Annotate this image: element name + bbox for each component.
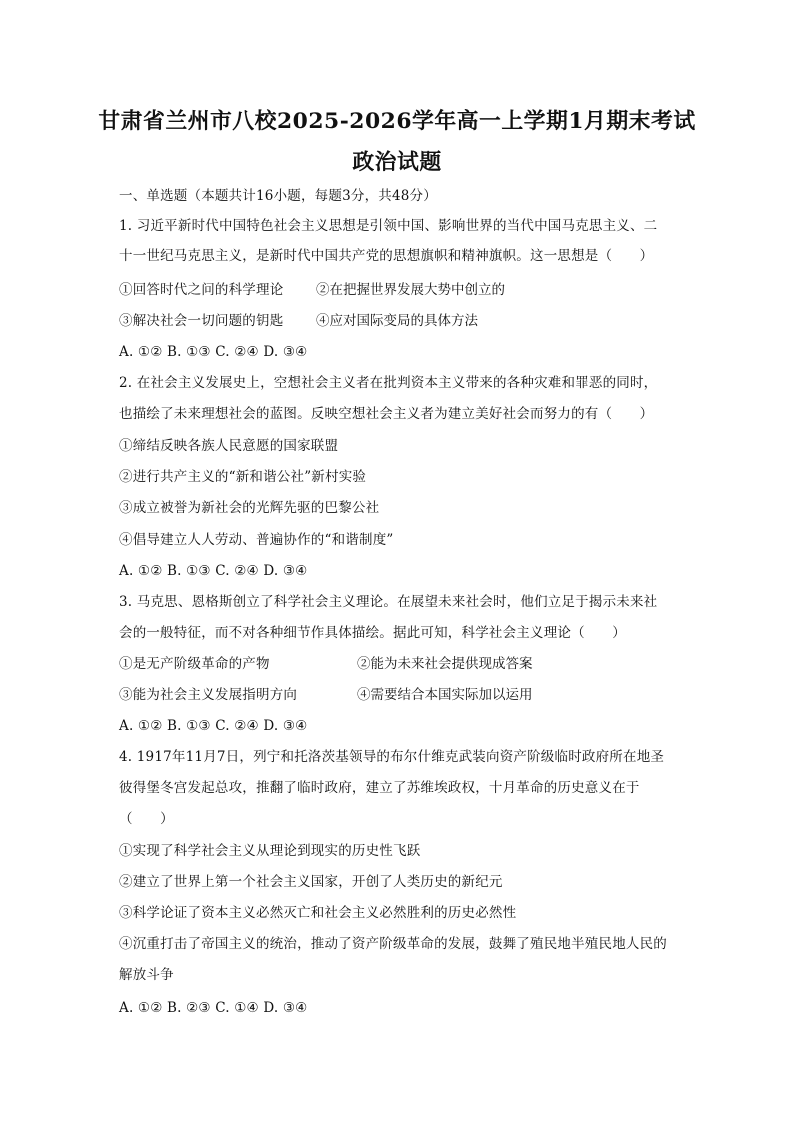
question-stem: 1. 习近平新时代中国特色社会主义思想是引领中国、影响世界的当代中国马克思主义、二 [119,218,658,234]
question-stem: 也描绘了未来理想社会的蓝图。反映空想社会主义者为建立美好社会而努力的有（ ） [119,406,654,422]
question-stem: （ ） [119,811,174,827]
answer-choices: A. ①② B. ①③ C. ②④ D. ③④ [119,563,308,579]
statement-option: ②能为未来社会提供现成答案 [357,656,533,672]
statement-option: ③成立被誉为新社会的光辉先驱的巴黎公社 [119,500,380,516]
statement-option: ④需要结合本国实际加以运用 [357,687,533,703]
answer-choices: A. ①② B. ①③ C. ②④ D. ③④ [119,344,308,360]
section-heading: 一、单选题（本题共计16小题，每题3分，共48分） [119,188,437,204]
statement-option: 解放斗争 [119,967,174,983]
statement-option: ①实现了科学社会主义从理论到现实的历史性飞跃 [119,843,421,859]
question-stem: 2. 在社会主义发展史上，空想社会主义者在批判资本主义带来的各种灾难和罪恶的同时， [119,375,658,391]
statement-option: ②进行共产主义的“新和谐公社”新村实验 [119,469,367,485]
statement-option: ①回答时代之问的科学理论 [119,282,284,298]
statement-option: ①缔结反映各族人民意愿的国家联盟 [119,438,339,454]
statement-option: ①是无产阶级革命的产物 [119,656,270,672]
question-stem: 4. 1917年11月7日，列宁和托洛茨基领导的布尔什维克武装向资产阶级临时政府所在地圣 [119,749,665,765]
answer-choices: A. ①② B. ②③ C. ①④ D. ③④ [119,1000,308,1016]
statement-option: ④沉重打击了帝国主义的统治，推动了资产阶级革命的发展，鼓舞了殖民地半殖民地人民的 [119,936,667,952]
question-stem: 会的一般特征，而不对各种细节作具体描绘。据此可知，科学社会主义理论（ ） [119,625,626,641]
question-stem: 3. 马克思、恩格斯创立了科学社会主义理论。在展望未来社会时，他们立足于揭示未来社 [119,594,658,610]
answer-choices: A. ①② B. ①③ C. ②④ D. ③④ [119,718,308,734]
question-stem: 彼得堡冬宫发起总攻，推翻了临时政府，建立了苏维埃政权，十月革命的历史意义在于 [119,780,640,796]
statement-option: ③解决社会一切问题的钥匙 [119,313,284,329]
statement-option: ②在把握世界发展大势中创立的 [316,282,505,298]
exam-title: 甘肃省兰州市八校2025-2026学年高一上学期1月期末考试 [98,109,696,134]
statement-option: ④应对国际变局的具体方法 [316,313,478,329]
statement-option: ③能为社会主义发展指明方向 [119,687,298,703]
statement-option: ③科学论证了资本主义必然灭亡和社会主义必然胜利的历史必然性 [119,905,517,921]
statement-option: ④倡导建立人人劳动、普遍协作的“和谐制度” [119,532,394,548]
statement-option: ②建立了世界上第一个社会主义国家，开创了人类历史的新纪元 [119,874,503,890]
exam-subject-title: 政治试题 [352,150,442,175]
question-stem: 十一世纪马克思主义，是新时代中国共产党的思想旗帜和精神旗帜。这一思想是（ ） [119,248,654,264]
